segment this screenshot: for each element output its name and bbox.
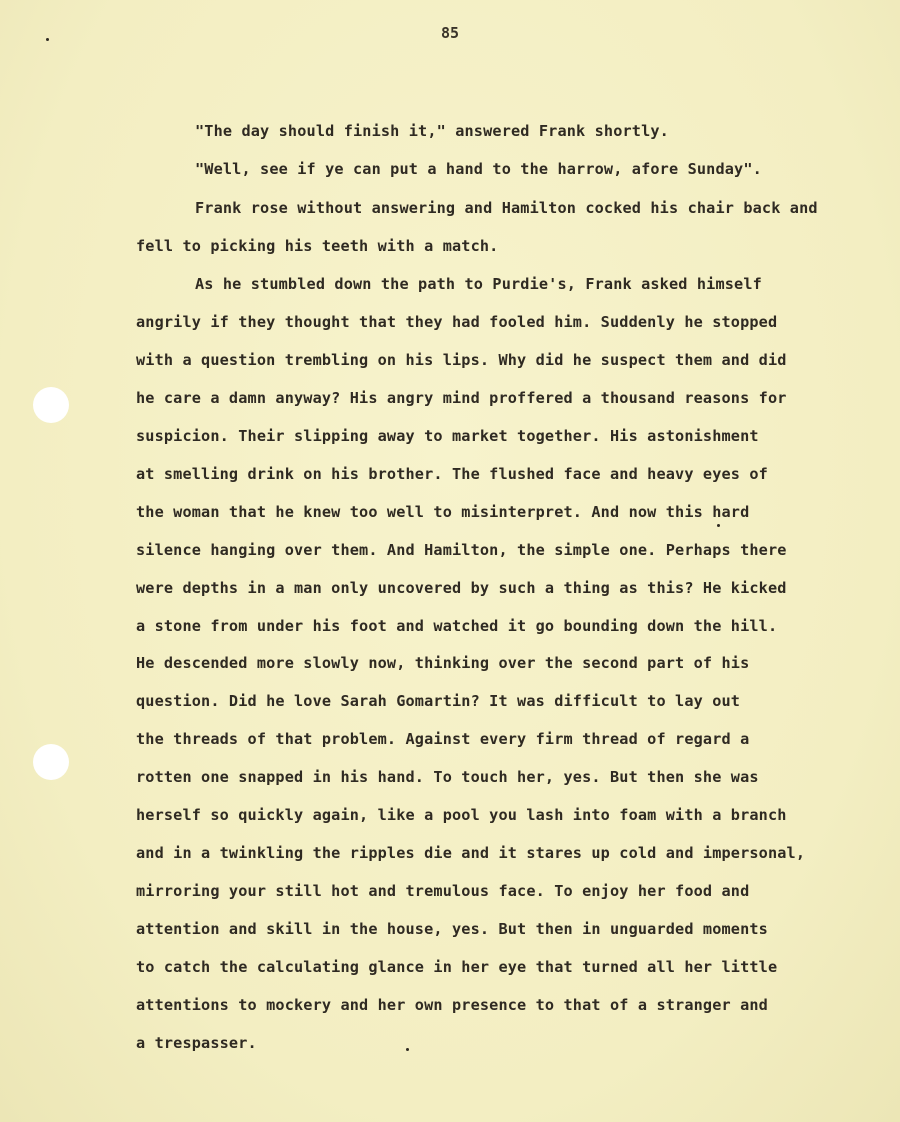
text-line: Frank rose without answering and Hamilton cocked his chair back and xyxy=(195,199,818,217)
text-line: he care a damn anyway? His angry mind proffered a thousand reasons for xyxy=(136,389,787,407)
text-line: As he stumbled down the path to Purdie's, Frank asked himself xyxy=(195,275,762,293)
text-line: angrily if they thought that they had fooled him. Suddenly he stopped xyxy=(136,313,778,331)
text-line: the threads of that problem. Against every firm thread of regard a xyxy=(136,730,750,748)
text-line: with a question trembling on his lips. Why did he suspect them and did xyxy=(136,351,787,369)
text-line: to catch the calculating glance in her eye that turned all her little xyxy=(136,958,778,976)
text-line: "The day should finish it," answered Frank shortly. xyxy=(195,122,669,140)
text-line: a trespasser. xyxy=(136,1034,257,1052)
text-line: rotten one snapped in his hand. To touch her, yes. But then she was xyxy=(136,768,759,786)
text-line: herself so quickly again, like a pool you lash into foam with a branch xyxy=(136,806,787,824)
text-line: were depths in a man only uncovered by such a thing as this? He kicked xyxy=(136,579,787,597)
text-line: and in a twinkling the ripples die and it stares up cold and impersonal, xyxy=(136,844,806,862)
text-line: "Well, see if ye can put a hand to the harrow, afore Sunday". xyxy=(195,160,762,178)
text-line: at smelling drink on his brother. The flushed face and heavy eyes of xyxy=(136,465,768,483)
page-number: 85 xyxy=(440,24,460,42)
text-line: a stone from under his foot and watched it go bounding down the hill. xyxy=(136,617,778,635)
text-line: silence hanging over them. And Hamilton, the simple one. Perhaps there xyxy=(136,541,787,559)
text-line: suspicion. Their slipping away to market together. His astonishment xyxy=(136,427,759,445)
text-line: question. Did he love Sarah Gomartin? It was difficult to lay out xyxy=(136,692,741,710)
text-line: mirroring your still hot and tremulous face. To enjoy her food and xyxy=(136,882,750,900)
text-line: fell to picking his teeth with a match. xyxy=(136,237,499,255)
text-line: attentions to mockery and her own presence to that of a stranger and xyxy=(136,996,768,1014)
text-line: He descended more slowly now, thinking over the second part of his xyxy=(136,654,750,672)
text-line: the woman that he knew too well to misinterpret. And now this hard xyxy=(136,503,750,521)
text-line: attention and skill in the house, yes. But then in unguarded moments xyxy=(136,920,768,938)
